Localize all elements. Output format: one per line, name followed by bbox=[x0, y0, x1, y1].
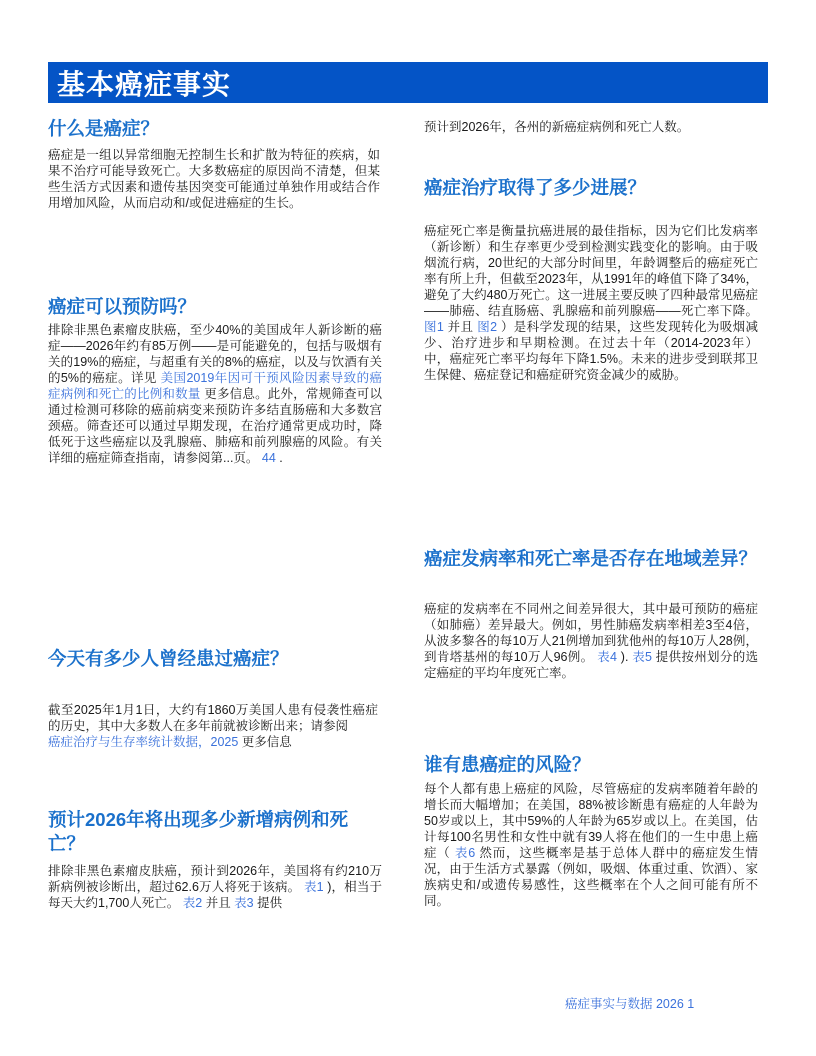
text-run: 预计到2026年，各州的新癌症病例和死亡人数。 bbox=[424, 120, 690, 134]
text-run: 提供 bbox=[253, 896, 283, 910]
inline-link[interactable]: 美国2019年因可干预风险因素导致的癌症病例和死亡的比例和数量 bbox=[48, 371, 382, 401]
section-heading-treatment-progress: 癌症治疗取得了多少进展？ bbox=[424, 177, 647, 198]
section-heading-how-many-alive-with-cancer: 今天有多少人曾经患过癌症？ bbox=[48, 648, 289, 669]
text-run: 癌症是一组以异常细胞无控制生长和扩散为特征的疾病，如果不治疗可能导致死亡。大多数癌症的原因尚不清楚，但某些生活方式因素和遗传基因突变可能通过单独作用或结合作用增加风险，从而启动和/或促进癌症的生长。 bbox=[48, 148, 380, 210]
text-run: 癌症死亡率是衡量抗癌进展的最佳指标，因为它们比发病率（新诊断）和生存率更少受到检测实践变化的影响。由于吸烟流行病，20世纪的大部分时间里，年龄调整后的癌症死亡率有所上升，但截至2023年，从1991年的峰值下降了34%，避免了大约480万死亡。这一进展主要反映了四种最常见癌症——肺癌、结直肠癌、乳腺癌和前列腺癌——死亡率下降。 bbox=[424, 224, 758, 318]
paragraph-what-is-cancer bbox=[48, 147, 380, 211]
text-run: 每个人都有患上癌症的风险，尽管癌症的发病率随着年龄的增长而大幅增加；在美国，88%被诊断患有癌症的人年龄为50岁或以上，其中59%的人年龄为65岁或以上。在美国，估计每100名男性和女性中就有39人将在他们的一生中患上癌症（ bbox=[424, 782, 758, 860]
inline-link[interactable]: 表2 bbox=[182, 896, 203, 910]
section-heading-new-cases-deaths-2026: 预计2026年将出现多少新增病例和死亡？ bbox=[48, 809, 349, 854]
text-run: 截至2025年1月1日，大约有1860万美国人患有侵袭性癌症的历史，其中大多数人在多年前就被诊断出来；请参阅 bbox=[48, 703, 378, 733]
paragraph-state-projections bbox=[424, 119, 758, 135]
text-run: 并且 bbox=[202, 896, 235, 910]
text-run: 并且 bbox=[443, 320, 478, 334]
text-run: 然而，这些概率是基于总体人群中的癌症发生情况，由于生活方式暴露（例如，吸烟、体重过重、饮酒）、家族病史和/或遗传易感性，这些概率在个人之间可能有所不同。 bbox=[424, 846, 758, 908]
paragraph-treatment-progress bbox=[424, 223, 758, 383]
inline-link[interactable]: 表3 bbox=[234, 896, 254, 910]
inline-link[interactable]: 图2 bbox=[477, 320, 498, 334]
page-title: 基本癌症事实 bbox=[57, 68, 232, 100]
text-run: 排除非黑色素瘤皮肤癌，至少40%的美国成年人新诊断的癌症——2026年约有85万例——是可能避免的，包括与吸烟有关的19%的癌症，与超重有关的8%的癌症，以及与饮酒有关的5%的癌症。详见 bbox=[48, 323, 382, 385]
inline-link[interactable]: 44 bbox=[261, 451, 276, 465]
text-run: ). bbox=[617, 650, 633, 664]
paragraph-new-cases-deaths-2026 bbox=[48, 863, 382, 911]
section-heading-what-is-cancer: 什么是癌症？ bbox=[48, 118, 160, 139]
inline-link[interactable]: 表6 bbox=[454, 846, 476, 860]
paragraph-geographic-differences bbox=[424, 601, 758, 681]
text-run: 提供按州划分的选定癌症的平均年度死亡率。 bbox=[424, 650, 759, 680]
text-run: 更多信息 bbox=[238, 735, 292, 749]
text-run: . bbox=[275, 451, 283, 465]
paragraph-who-is-at-risk bbox=[424, 781, 758, 909]
section-heading-can-cancer-be-prevented: 癌症可以预防吗？ bbox=[48, 296, 197, 317]
section-heading-who-is-at-risk: 谁有患癌症的风险？ bbox=[424, 754, 591, 775]
inline-link[interactable]: 表1 bbox=[303, 880, 324, 894]
page-footer-link[interactable]: 癌症事实与数据 2026 1 bbox=[565, 997, 695, 1011]
paragraph-can-cancer-be-prevented bbox=[48, 322, 382, 466]
title-banner bbox=[48, 62, 768, 103]
section-heading-geographic-differences: 癌症发病率和死亡率是否存在地域差异？ bbox=[424, 548, 758, 569]
text-run: 排除非黑色素瘤皮肤癌，预计到2026年，美国将有约210万新病例被诊断出，超过62.6万人将死于该病。 bbox=[48, 864, 382, 894]
text-run: 癌症的发病率在不同州之间差异很大，其中最可预防的癌症（如肺癌）差异最大。例如，男性肺癌发病率相差3至4倍，从波多黎各的每10万人21例增加到犹他州的每10万人28例，到肯塔基州的每10万人96例。 bbox=[424, 602, 758, 664]
inline-link[interactable]: 表4 bbox=[597, 650, 617, 664]
paragraph-how-many-alive-with-cancer bbox=[48, 702, 378, 750]
text-run: ）是科学发现的结果，这些发现转化为吸烟减少、治疗进步和早期检测。在过去十年（2014-2023年）中，癌症死亡率平均每年下降1.5%。未来的进步受到联邦卫生保健、癌症登记和癌症研究资金减少的威胁。 bbox=[424, 320, 758, 382]
inline-link[interactable]: 表5 bbox=[632, 650, 652, 664]
text-run: 更多信息。此外，常规筛查可以通过检测可移除的癌前病变来预防许多结直肠癌和大多数宫颈癌。筛查还可以通过早期发现，在治疗通常更成功时，降低死于这些癌症以及乳腺癌、肺癌和前列腺癌的风险。有关详细的癌症筛查指南，请参阅第...页。 bbox=[48, 387, 382, 465]
inline-link[interactable]: 癌症治疗与生存率统计数据，2025 bbox=[48, 735, 239, 749]
inline-link[interactable]: 图1 bbox=[424, 320, 444, 334]
text-run: )，相当于每天大约1,700人死亡。 bbox=[48, 880, 383, 910]
